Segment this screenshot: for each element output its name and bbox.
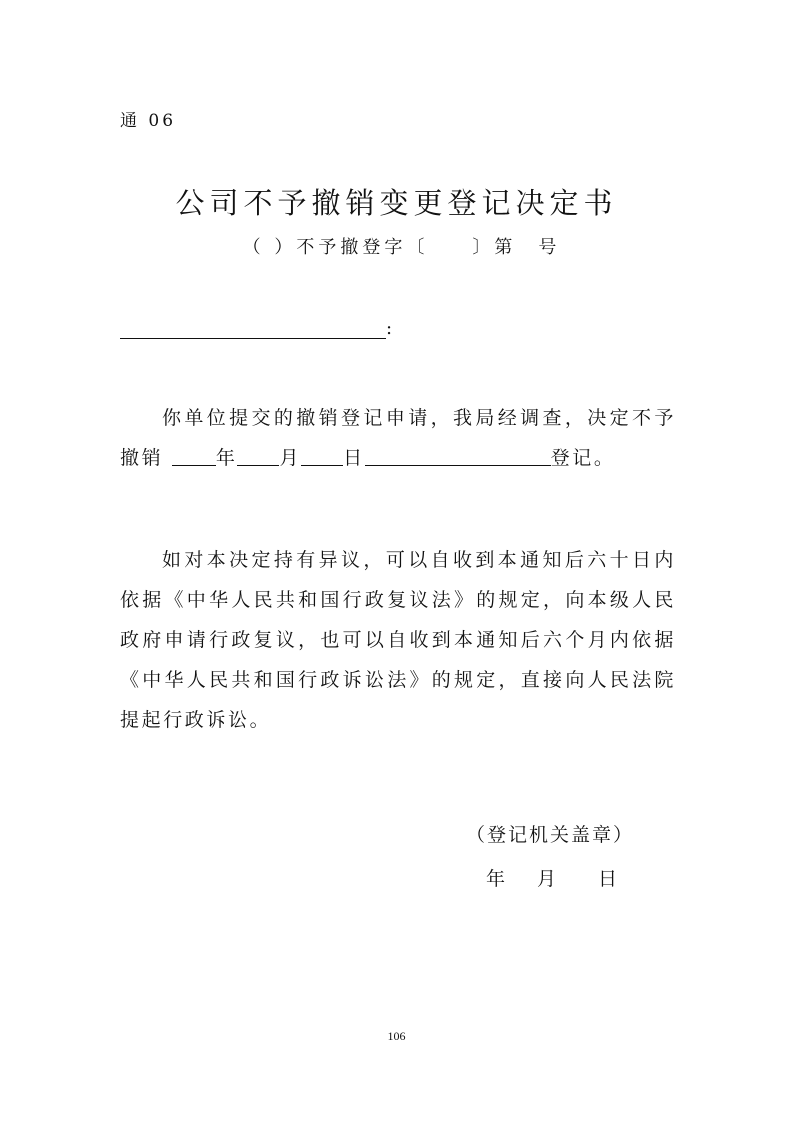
month-blank[interactable] <box>237 447 279 466</box>
page-number: 106 <box>387 1029 406 1043</box>
year-label: 年 <box>215 447 238 469</box>
document-title: 公司不予撤销变更登记决定书 <box>175 186 618 220</box>
year-blank[interactable] <box>172 447 216 466</box>
addressee-blank[interactable] <box>120 320 386 339</box>
addressee-colon: : <box>386 318 393 339</box>
day-label: 日 <box>343 447 365 469</box>
signature-day: 日 <box>598 868 618 890</box>
decision-text-end: 登记。 <box>550 447 616 469</box>
month-label: 月 <box>279 447 302 469</box>
signature-year: 年 <box>486 868 506 890</box>
seal-placeholder: （登记机关盖章） <box>466 824 635 846</box>
appeal-paragraph: 如对本决定持有异议，可以自收到本通知后六十日内依据《中华人民共和国行政复议法》的规定，向本级人民政府申请行政复议，也可以自收到本通知后六个月内依据《中华人民共和国行政诉讼法》的规定，直接向人民法院提起行政诉讼。 <box>120 549 676 731</box>
decision-paragraph <box>120 398 676 478</box>
signature-month: 月 <box>537 868 557 890</box>
day-blank[interactable] <box>301 447 343 466</box>
document-number: （ ）不予撤登字〔 〕第 号 <box>242 237 561 258</box>
form-code: 通 06 <box>120 111 177 131</box>
decision-text: 你单位提交的撤销登记申请，我局经调查，决定不予撤销 <box>120 407 676 469</box>
registration-item-blank[interactable] <box>365 447 551 466</box>
